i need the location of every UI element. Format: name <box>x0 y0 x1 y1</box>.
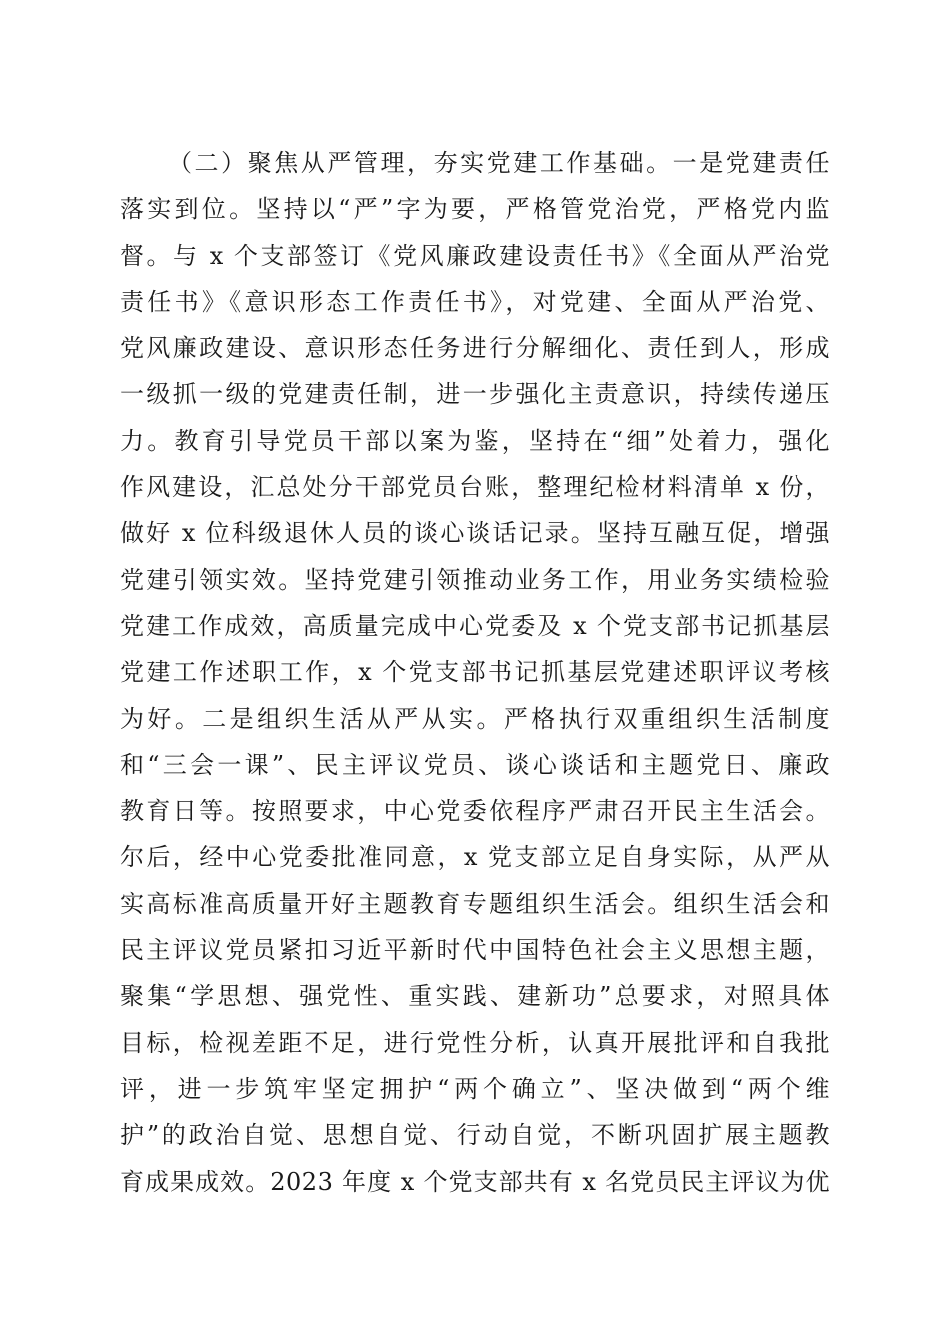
text-line: 党建工作述职工作，x 个党支部书记抓基层党建述职评议考核 <box>120 658 830 687</box>
text-line: 育成果成效。2023 年度 x 个党支部共有 x 名党员民主评议为优 <box>120 1167 830 1196</box>
text-line: （二）聚焦从严管理，夯实党建工作基础。一是党建责任 <box>168 149 830 177</box>
body-paragraph <box>120 140 830 1205</box>
text-line: 评，进一步筑牢坚定拥护“两个确立”、坚决做到“两个维 <box>120 1074 830 1103</box>
text-line: 力。教育引导党员干部以案为鉴，坚持在“细”处着力，强化 <box>120 426 830 455</box>
text-line: 作风建设，汇总处分干部党员台账，整理纪检材料清单 x 份， <box>120 473 830 502</box>
text-line: 一级抓一级的党建责任制，进一步强化主责意识，持续传递压 <box>120 380 830 409</box>
text-line: 为好。二是组织生活从严从实。严格执行双重组织生活制度 <box>120 704 830 733</box>
text-line: 党建工作成效，高质量完成中心党委及 x 个党支部书记抓基层 <box>120 611 830 640</box>
text-line: 和“三会一课”、民主评议党员、谈心谈话和主题党日、廉政 <box>120 750 830 779</box>
text-line: 做好 x 位科级退休人员的谈心谈话记录。坚持互融互促，增强 <box>120 519 830 548</box>
text-line: 聚集“学思想、强党性、重实践、建新功”总要求，对照具体 <box>120 982 830 1011</box>
text-line: 教育日等。按照要求，中心党委依程序严肃召开民主生活会。 <box>120 797 830 826</box>
text-line: 尔后，经中心党委批准同意，x 党支部立足自身实际，从严从 <box>120 843 830 872</box>
text-line: 护”的政治自觉、思想自觉、行动自觉，不断巩固扩展主题教 <box>120 1121 830 1150</box>
text-line: 实高标准高质量开好主题教育专题组织生活会。组织生活会和 <box>120 889 830 918</box>
text-line: 督。与 x 个支部签订《党风廉政建设责任书》《全面从严治党 <box>120 241 830 270</box>
text-line: 民主评议党员紧扣习近平新时代中国特色社会主义思想主题， <box>120 936 830 965</box>
text-line: 党风廉政建设、意识形态任务进行分解细化、责任到人，形成 <box>120 334 830 363</box>
text-line: 党建引领实效。坚持党建引领推动业务工作，用业务实绩检验 <box>120 565 830 594</box>
text-line: 目标，检视差距不足，进行党性分析，认真开展批评和自我批 <box>120 1028 830 1057</box>
text-line: 落实到位。坚持以“严”字为要，严格管党治党，严格党内监 <box>120 195 830 224</box>
text-line: 责任书》《意识形态工作责任书》，对党建、全面从严治党、 <box>120 287 830 316</box>
